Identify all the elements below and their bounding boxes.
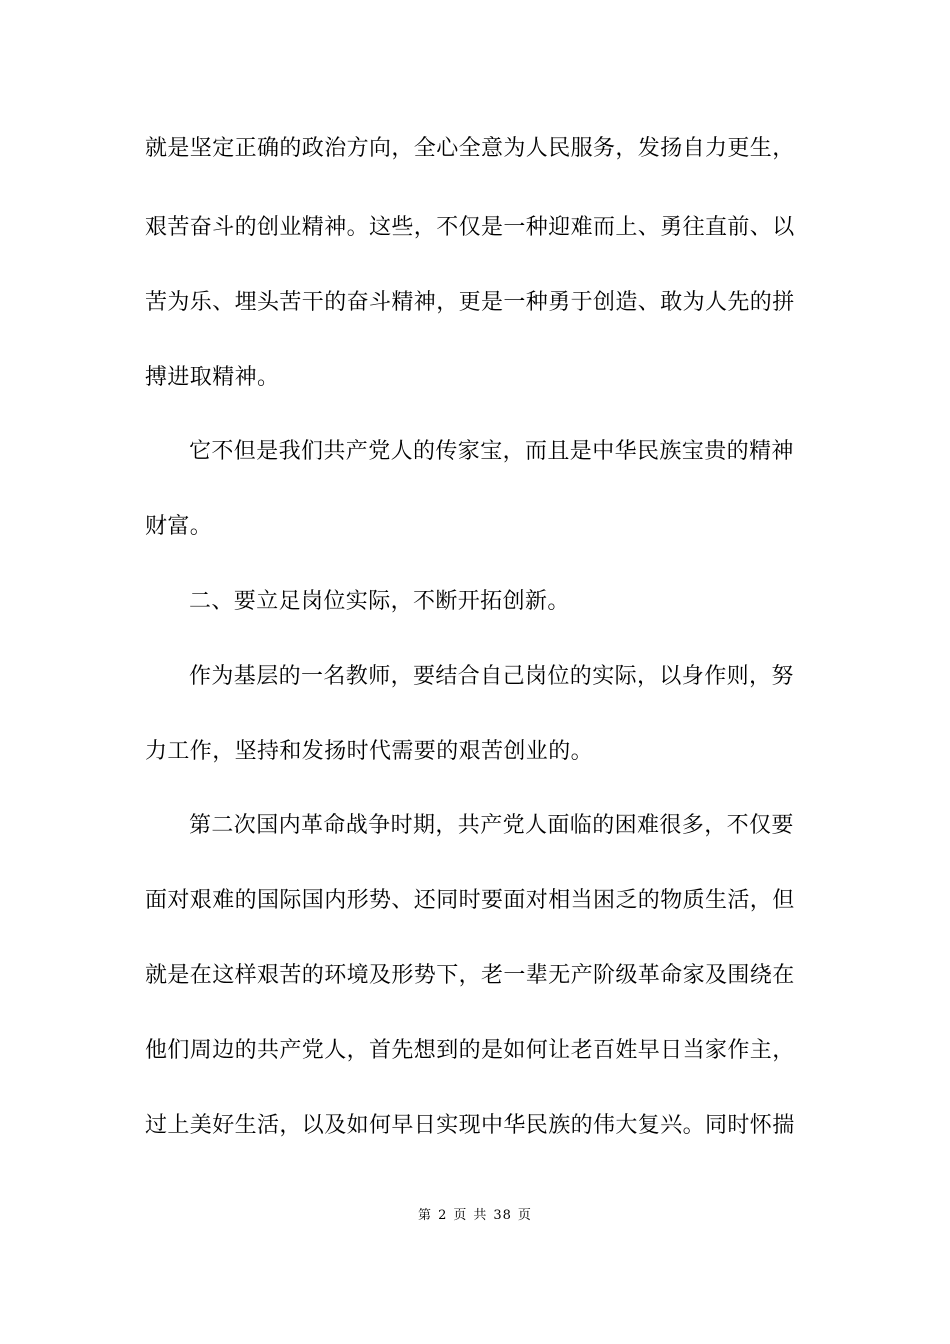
body-text-line: 苦为乐、埋头苦干的奋斗精神，更是一种勇于创造、敢为人先的拼 [145, 290, 795, 315]
total-pages-number: 38 [493, 1208, 512, 1223]
body-text-line: 艰苦奋斗的创业精神。这些，不仅是一种迎难而上、勇往直前、以 [145, 215, 795, 240]
body-text-line: 面对艰难的国际国内形势、还同时要面对相当困乏的物质生活，但 [145, 888, 795, 913]
body-text-line: 搏进取精神。 [145, 365, 280, 390]
body-text-line: 过上美好生活，以及如何早日实现中华民族的伟大复兴。同时怀揣 [145, 1113, 795, 1138]
section-heading: 二、要立足岗位实际，不断开拓创新。 [189, 589, 570, 614]
paragraph-first-line: 它不但是我们共产党人的传家宝，而且是中华民族宝贵的精神 [189, 439, 794, 464]
paragraph-first-line: 第二次国内革命战争时期，共产党人面临的困难很多，不仅要 [189, 813, 794, 838]
paragraph-first-line: 作为基层的一名教师，要结合自己岗位的实际，以身作则，努 [189, 664, 794, 689]
body-text-line: 财富。 [145, 514, 213, 539]
body-text-line: 就是在这样艰苦的环境及形势下，老一辈无产阶级革命家及围绕在 [145, 963, 795, 988]
body-text-line: 就是坚定正确的政治方向，全心全意为人民服务，发扬自力更生， [145, 136, 795, 161]
footer-total-prefix: 共 [473, 1208, 488, 1223]
current-page-number: 2 [438, 1208, 448, 1223]
footer-prefix: 第 [418, 1208, 433, 1223]
footer-page-unit: 页 [453, 1208, 468, 1223]
page-footer [0, 1207, 950, 1225]
footer-suffix: 页 [517, 1208, 532, 1223]
body-text-line: 力工作，坚持和发扬时代需要的艰苦创业的。 [145, 739, 594, 764]
body-text-line: 他们周边的共产党人，首先想到的是如何让老百姓早日当家作主， [145, 1038, 795, 1063]
